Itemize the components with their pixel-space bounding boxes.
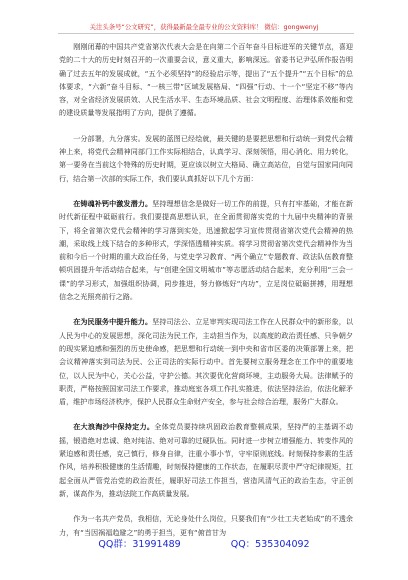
qq-group: QQ群：31991489 xyxy=(98,539,181,550)
paragraph-intro: 刚刚闭幕的中国共产党省第次代表大会是在向第二个百年奋斗目标进军的关键节点，喜迎党的二十大的历史时刻召开的一次重要会议，意义重大，影响深远。省委书记尹弘所作报告明确了过去五年的发展成就，“五个必须坚持”的经验启示等，提出了“五个提升”“五个目标”的总体要求，“六新”奋斗目标、“一核三带”区域发展格局、“四强”行动、十一个“坚定不移”等内容，对全省经济发展质效、人民生活水平、生态环境品质、社会文明程度、治理体系效能和党的建设质量等发展指明了方向，提供了遵循。 xyxy=(59,42,353,118)
header-banner: 关注头条号“公文研究”，获得最新最全最专业的公文资料库！ 微信：gongwenyj xyxy=(89,23,319,31)
section-heading: 在铸魂补钙中激发潜力。 xyxy=(73,198,153,208)
header-divider xyxy=(58,33,354,34)
article-body xyxy=(59,40,353,541)
paragraph-section-2: 在为民服务中提升能力。坚持司法公、立足审判实现司法工作在人民群众中的新形象，以人民为中心的发展思想，深化司法为民工作，主动担当作为，以高度的政治责任感、只争朝夕的现实紧迫感和强烈的历史使命感，把思想和行动统一到中央和省市区委的决策部署上来，把会议精神落实到司法为民、公正司法的实际行动中。首先要树立服务理念在工作中的重要地位，以人民为中心，关心公益，守护公德。其次要优化营商环境，主动服务大局。法律赋予的职责，严格按照国家司法工作要求，推动庭室各项工作扎实推进，依法坚持法治，依法化解矛盾，维护市场经济秩序，保护人民群众生命财产安全，参与社会综合治理，服务广大群众。 xyxy=(59,317,354,407)
footer-contact xyxy=(0,536,408,550)
qq-number: QQ：535304092 xyxy=(230,539,310,550)
paragraph-section-1: 在铸魂补钙中激发潜力。坚持理想信念是做好一切工作的前提，只有打牢基础，才能在新时代新征程中砥砺前行。我们要提高思想认识，在全面贯彻落实党的十九届中央精神的背景下，将全省第次党代会精神的学习落到实处，迅速掀起学习宣传贯彻省第次党代会精神的热潮，采取线上线下结合的多种形式，学深悟透精神实质。将学习贯彻省第次党代会精神作为当前和今后一个时期的重大政治任务，与党史学习教育、“两个确立”专题教育、政法队伍教育整顿巩固提升年活动结合起来，与“创建全国文明城市”等志愿活动结合起来，充分利用“三会一课”的学习形式，加强组织协调，同步推进，努力修炼好“内功”，立足岗位砥砺拼搏，用理想信念之光照亮前行之路。 xyxy=(59,198,354,302)
section-heading: 在大浪淘沙中保持定力。 xyxy=(73,422,155,432)
paragraph-deployment: 一分部署，九分落实。发展的蓝图已经绘就，最关键的是要把思想和行动统一到党代会精神上来，将党代会精神同部门工作实际相结合，认真学习、深刻领悟，用心消化、用力转化，第一要务在当前这个特殊的历史时期，更应该以树立大格局、确立高站位，自觉与国家同向同行，结合第一次部的实际工作，我们要认真抓好以下几个方面： xyxy=(59,133,353,183)
paragraph-section-3: 在大浪淘沙中保持定力。全体党员要持续巩固政治教育整顿成果，坚持严的主基调不动摇，锻造绝对忠诚、绝对纯洁、绝对可靠的过硬队伍。同时进一步树立增强能力、转变作风的紧迫感和责任感，克己慎行，修身自律，注重小事小节，守牢原则底线。时刻保持参素的生活作风，培养积极健康的生活情趣，时刻保持健康的工作状态，在履职尽责中严守纪律规矩，扛起全面从严管党治党的政治责任，履职好司法工作担当，营造风清气正的政治生态，守正创新，谋高作为，推动法院工作高质量发展。 xyxy=(59,422,353,498)
paragraph-closing: 作为一名共产党员，我相信，无论身处什么岗位，只要我们有“少壮工夫老始成”的不透余力，有“当因祸福趋避之”的勇于担当，更有“俯首甘为 xyxy=(59,514,353,537)
section-heading: 在为民服务中提升能力。 xyxy=(73,317,153,327)
